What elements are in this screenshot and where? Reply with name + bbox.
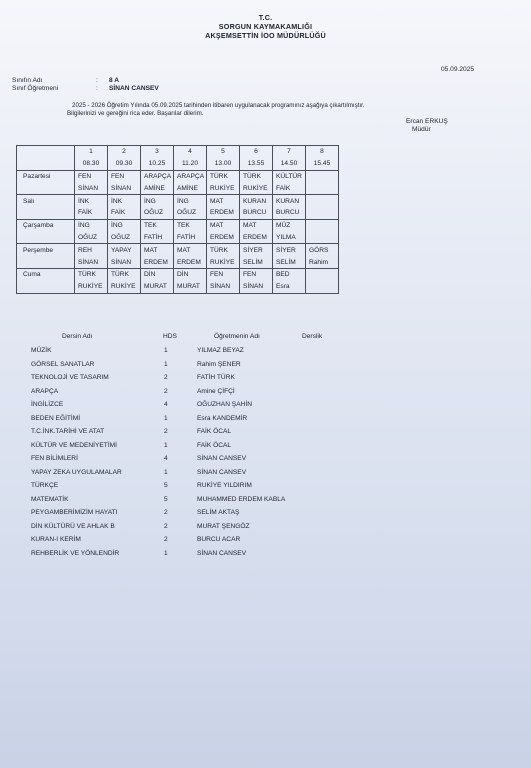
course-hds: 2 — [164, 387, 168, 395]
schedule-day-row — [17, 219, 339, 231]
day-name-spacer — [17, 281, 75, 293]
day-name-spacer — [17, 207, 75, 219]
lesson-teacher: BURCU — [240, 207, 273, 219]
lesson-subject: İNG — [141, 195, 174, 207]
day-name: Perşembe — [17, 244, 75, 256]
course-hds: 1 — [164, 468, 168, 476]
notice-line-2: Bilgilerinizi ve gereğini rica eder. Başarılar dilerim. — [67, 110, 204, 117]
schedule-period-time-row — [17, 158, 339, 170]
lesson-subject: KURAN — [240, 195, 273, 207]
lesson-teacher: ERDEM — [240, 232, 273, 244]
course-name: İNGİLİZCE — [31, 401, 64, 408]
course-row — [0, 442, 531, 455]
lesson-subject: SİYER — [240, 244, 273, 256]
day-name: Cuma — [17, 268, 75, 280]
lesson-teacher — [306, 182, 339, 194]
course-teacher: SİNAN CANSEV — [197, 468, 247, 476]
schedule-day-row-teachers — [17, 207, 339, 219]
course-teacher: SELİM AKTAŞ — [197, 509, 240, 516]
col-header-room: Derslik — [302, 333, 323, 340]
course-hds: 5 — [164, 482, 168, 489]
course-teacher: MUHAMMED ERDEM KABLA — [197, 495, 286, 503]
lesson-teacher — [306, 232, 339, 244]
period-number: 2 — [108, 146, 141, 158]
lesson-subject: İNG — [75, 219, 108, 231]
course-row — [0, 509, 531, 522]
lesson-subject: İNG — [108, 219, 141, 231]
period-time: 14.50 — [273, 158, 306, 170]
course-teacher: FATİH TÜRK — [197, 374, 235, 381]
course-row — [0, 374, 531, 387]
course-row — [0, 496, 531, 509]
lesson-subject: MAT — [141, 244, 174, 256]
course-name: BEDEN EĞİTİMİ — [31, 414, 81, 422]
course-teacher: FAİK ÖCAL — [197, 428, 232, 435]
course-name: ARAPÇA — [31, 387, 59, 395]
lesson-teacher: SİNAN — [207, 281, 240, 293]
lesson-subject: TÜRK — [240, 170, 273, 182]
course-teacher: FAİK ÖCAL — [197, 441, 232, 449]
period-number: 3 — [141, 146, 174, 158]
course-row — [0, 455, 531, 468]
course-teacher: SİNAN CANSEV — [197, 455, 247, 462]
lesson-subject: ARAPÇA — [174, 170, 207, 182]
course-name: KÜLTÜR VE MEDENİYETİMİ — [31, 441, 117, 449]
course-row — [0, 347, 531, 360]
schedule-corner-cell — [17, 146, 75, 158]
lesson-subject: REH — [75, 244, 108, 256]
course-name: TÜRKÇE — [31, 482, 59, 489]
lesson-subject: TÜRK — [108, 268, 141, 280]
course-hds: 1 — [164, 414, 168, 422]
lesson-subject: KÜLTÜR — [273, 170, 306, 182]
lesson-teacher: Esra — [273, 281, 306, 293]
course-row — [0, 401, 531, 414]
weekly-schedule-table — [16, 145, 339, 294]
period-number: 5 — [207, 146, 240, 158]
course-hds: 1 — [164, 360, 168, 368]
schedule-day-row-teachers — [17, 232, 339, 244]
lesson-subject: İNK — [75, 195, 108, 207]
day-name-spacer — [17, 232, 75, 244]
lesson-subject — [306, 268, 339, 280]
notice-line-1: 2025 - 2026 Öğretim Yılında 05.09.2025 tarihinden itibaren uygulanacak programınız aşağıya çıkartılmıştır. — [72, 102, 365, 109]
lesson-teacher: RUKİYE — [240, 182, 273, 194]
course-row — [0, 415, 531, 428]
lesson-teacher: OĞUZ — [141, 207, 174, 219]
lesson-subject: YAPAY — [108, 244, 141, 256]
col-header-course: Dersin Adı — [62, 333, 93, 340]
course-teacher: Esra KANDEMİR — [197, 414, 248, 422]
course-teacher: SİNAN CANSEV — [197, 549, 247, 557]
lesson-subject: MÜZ — [273, 219, 306, 231]
lesson-teacher — [306, 281, 339, 293]
course-name: TEKNOLOJİ VE TASARIM — [31, 374, 109, 381]
course-row — [0, 482, 531, 495]
lesson-subject: FEN — [108, 170, 141, 182]
course-row — [0, 428, 531, 441]
lesson-teacher: ERDEM — [174, 256, 207, 268]
course-row — [0, 361, 531, 374]
lesson-subject: MAT — [207, 219, 240, 231]
lesson-subject: KURAN — [273, 195, 306, 207]
course-list-header — [0, 333, 531, 346]
period-number: 1 — [75, 146, 108, 158]
lesson-teacher: ERDEM — [207, 207, 240, 219]
lesson-subject: FEN — [207, 268, 240, 280]
course-hds: 1 — [164, 441, 168, 449]
lesson-teacher: OĞUZ — [108, 232, 141, 244]
lesson-teacher: FAİK — [273, 182, 306, 194]
schedule-day-row-teachers — [17, 256, 339, 268]
lesson-teacher: SELİM — [240, 256, 273, 268]
lesson-teacher: FATİH — [174, 232, 207, 244]
lesson-subject: BED — [273, 268, 306, 280]
lesson-teacher: RUKİYE — [207, 256, 240, 268]
course-hds: 1 — [164, 549, 168, 557]
course-hds: 2 — [164, 522, 168, 530]
schedule-day-row-teachers — [17, 281, 339, 293]
course-hds: 2 — [164, 428, 168, 435]
course-name: YAPAY ZEKA UYGULAMALAR — [31, 468, 122, 476]
period-time: 13.00 — [207, 158, 240, 170]
course-name: REHBERLİK VE YÖNLENDİR — [31, 549, 120, 557]
period-number: 4 — [174, 146, 207, 158]
lesson-subject: TÜRK — [75, 268, 108, 280]
period-time: 10.25 — [141, 158, 174, 170]
lesson-subject: SİYER — [273, 244, 306, 256]
course-name: GÖRSEL SANATLAR — [31, 360, 95, 368]
day-name: Pazartesi — [17, 170, 75, 182]
lesson-teacher: MURAT — [174, 281, 207, 293]
course-hds: 4 — [164, 455, 168, 462]
course-teacher: MURAT ŞENGÖZ — [197, 522, 250, 530]
header-school: AKŞEMSETTİN İOO MÜDÜRLÜĞÜ — [205, 31, 326, 40]
course-teacher: RUKİYE YILDIRIM — [197, 482, 252, 489]
period-time: 09.30 — [108, 158, 141, 170]
lesson-subject: DİN — [174, 268, 207, 280]
lesson-teacher: RUKİYE — [75, 281, 108, 293]
lesson-teacher: SELİM — [273, 256, 306, 268]
lesson-teacher: AMİNE — [141, 182, 174, 194]
lesson-subject: MAT — [207, 195, 240, 207]
teacher-value: SİNAN CANSEV — [109, 85, 159, 92]
course-hds: 5 — [164, 495, 168, 503]
lesson-teacher: AMİNE — [174, 182, 207, 194]
period-number: 8 — [306, 146, 339, 158]
day-name: Salı — [17, 195, 75, 207]
course-teacher: YILMAZ BEYAZ — [197, 347, 244, 354]
course-row — [0, 469, 531, 482]
lesson-subject: FEN — [240, 268, 273, 280]
lesson-teacher: FATİH — [141, 232, 174, 244]
course-name: T.C.İNK.TARİHİ VE ATAT — [31, 428, 105, 435]
course-name: FEN BİLİMLERİ — [31, 455, 78, 462]
lesson-subject — [306, 219, 339, 231]
lesson-teacher: Rahim — [306, 256, 339, 268]
period-number: 7 — [273, 146, 306, 158]
course-hds: 2 — [164, 374, 168, 381]
document-date: 05.09.2025 — [441, 66, 475, 73]
class-separator: : — [96, 77, 98, 84]
class-value: 8 A — [109, 77, 120, 84]
lesson-teacher: SİNAN — [75, 256, 108, 268]
signature-title: Müdür — [412, 126, 431, 133]
course-hds: 2 — [164, 536, 168, 543]
lesson-subject: TÜRK — [207, 244, 240, 256]
lesson-subject — [306, 170, 339, 182]
header-tc: T.C. — [258, 13, 273, 22]
day-name: Çarşamba — [17, 219, 75, 231]
course-row — [0, 536, 531, 549]
schedule-day-row — [17, 268, 339, 280]
lesson-subject: İNK — [108, 195, 141, 207]
course-hds: 1 — [164, 347, 168, 354]
schedule-day-row — [17, 195, 339, 207]
lesson-teacher — [306, 207, 339, 219]
course-name: DİN KÜLTÜRÜ VE AHLAK B — [31, 522, 115, 530]
lesson-subject: TEK — [174, 219, 207, 231]
lesson-teacher: SİNAN — [108, 182, 141, 194]
course-hds: 2 — [164, 509, 168, 516]
lesson-subject: ARAPÇA — [141, 170, 174, 182]
signature-name: Ercan ERKUŞ — [406, 118, 448, 125]
course-teacher: Amine ÇİFÇİ — [197, 387, 235, 395]
course-row — [0, 388, 531, 401]
lesson-subject: FEN — [75, 170, 108, 182]
schedule-day-row — [17, 170, 339, 182]
course-teacher: OĞUZHAN ŞAHİN — [197, 401, 252, 408]
course-hds: 4 — [164, 401, 168, 408]
header-district: SORGUN KAYMAKAMLIĞI — [218, 22, 313, 31]
course-teacher: Rahim ŞENER — [197, 360, 241, 368]
lesson-teacher: FAİK — [75, 207, 108, 219]
lesson-teacher: MURAT — [141, 281, 174, 293]
lesson-teacher: FAİK — [108, 207, 141, 219]
lesson-subject: MAT — [240, 219, 273, 231]
day-name-spacer — [17, 182, 75, 194]
lesson-teacher: BURCU — [273, 207, 306, 219]
lesson-subject: MAT — [174, 244, 207, 256]
lesson-subject: TEK — [141, 219, 174, 231]
lesson-subject: GÖRS — [306, 244, 339, 256]
lesson-teacher: OĞUZ — [174, 207, 207, 219]
teacher-separator: : — [96, 85, 98, 92]
period-time: 15.45 — [306, 158, 339, 170]
lesson-teacher: SİNAN — [75, 182, 108, 194]
lesson-subject: DİN — [141, 268, 174, 280]
lesson-teacher: SİNAN — [240, 281, 273, 293]
period-time: 13.55 — [240, 158, 273, 170]
course-teacher: BURCU ACAR — [197, 536, 241, 543]
lesson-teacher: RUKİYE — [207, 182, 240, 194]
lesson-teacher: OĞUZ — [75, 232, 108, 244]
course-name: KURAN-I KERİM — [31, 536, 81, 543]
schedule-corner-cell-lower — [17, 158, 75, 170]
schedule-day-row — [17, 244, 339, 256]
teacher-label: Sınıf Öğretmeni — [12, 85, 59, 92]
class-label: Sınıfın Adı — [12, 77, 43, 84]
lesson-subject: TÜRK — [207, 170, 240, 182]
course-row — [0, 550, 531, 563]
lesson-teacher: ERDEM — [207, 232, 240, 244]
lesson-teacher: ERDEM — [141, 256, 174, 268]
course-name: MATEMATİK — [31, 495, 69, 503]
course-row — [0, 523, 531, 536]
lesson-teacher: RUKİYE — [108, 281, 141, 293]
period-time: 08.30 — [75, 158, 108, 170]
col-header-hds: HDS — [163, 333, 177, 340]
schedule-day-row-teachers — [17, 182, 339, 194]
day-name-spacer — [17, 256, 75, 268]
col-header-teacher: Öğretmenin Adı — [214, 333, 260, 340]
schedule-period-number-row — [17, 146, 339, 158]
lesson-subject — [306, 195, 339, 207]
course-name: PEYGAMBERİMİZİM HAYATI — [31, 509, 118, 516]
lesson-teacher: YILMA — [273, 232, 306, 244]
course-name: MÜZİK — [31, 347, 52, 354]
period-number: 6 — [240, 146, 273, 158]
period-time: 11.20 — [174, 158, 207, 170]
lesson-subject: İNG — [174, 195, 207, 207]
lesson-teacher: SİNAN — [108, 256, 141, 268]
